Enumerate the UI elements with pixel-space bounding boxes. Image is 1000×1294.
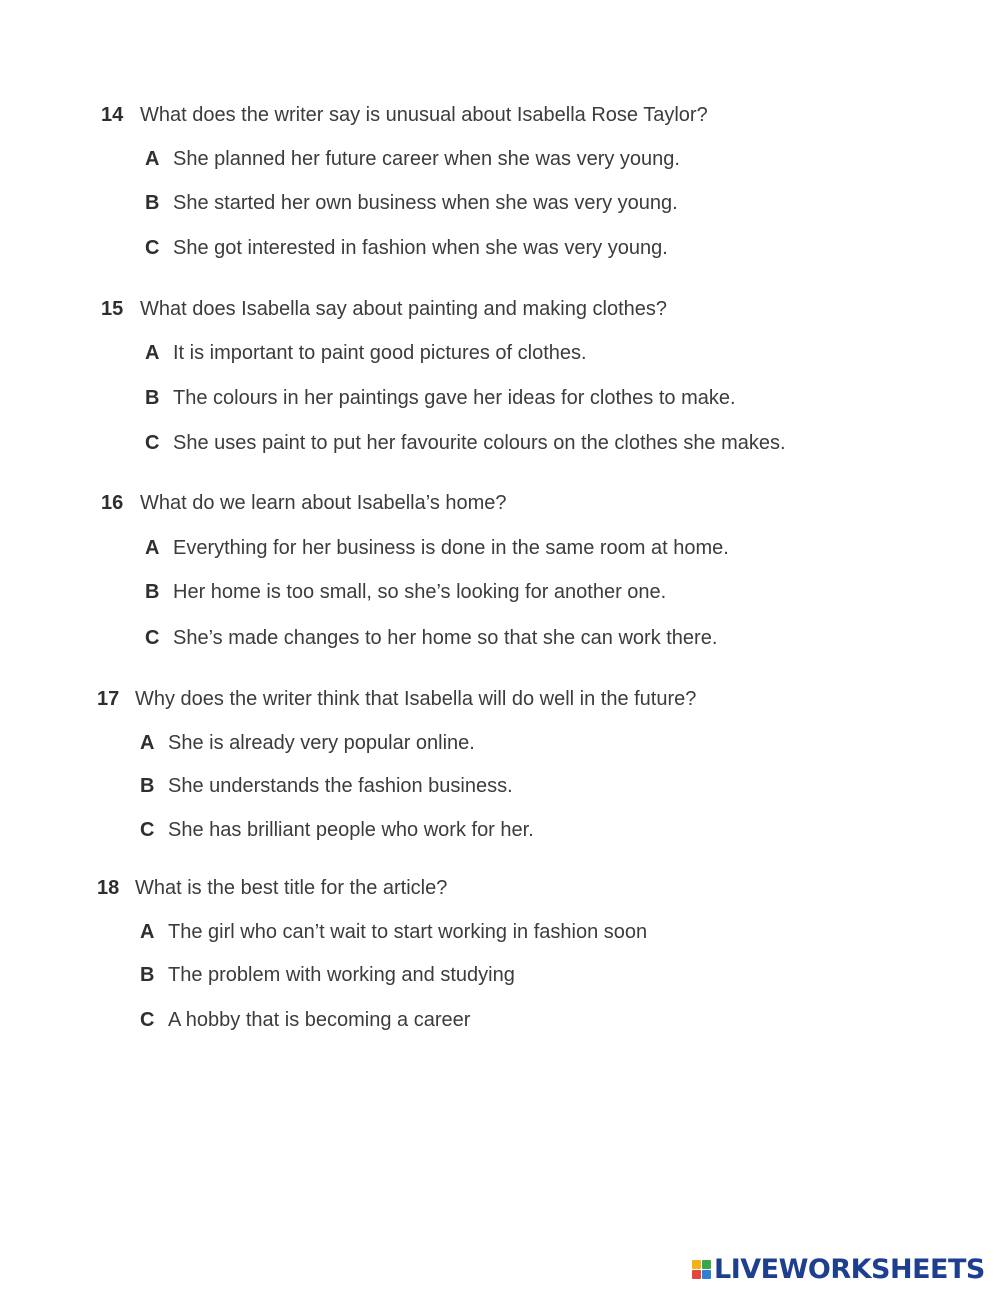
question-15 bbox=[101, 297, 667, 321]
option-18-a[interactable] bbox=[140, 920, 647, 944]
option-letter: A bbox=[145, 342, 160, 364]
option-letter: B bbox=[145, 581, 160, 603]
option-text: She got interested in fashion when she was very young. bbox=[173, 237, 668, 259]
option-18-c[interactable] bbox=[140, 1008, 470, 1032]
option-17-c[interactable] bbox=[140, 818, 534, 842]
option-letter: B bbox=[140, 964, 155, 986]
option-15-a[interactable] bbox=[145, 341, 587, 365]
option-15-b[interactable] bbox=[145, 386, 736, 410]
option-14-c[interactable] bbox=[145, 236, 668, 260]
question-number: 18 bbox=[97, 877, 120, 899]
option-text: Her home is too small, so she’s looking for another one. bbox=[173, 581, 667, 603]
question-14 bbox=[101, 103, 708, 127]
option-text: She understands the fashion business. bbox=[168, 775, 513, 797]
option-letter: A bbox=[140, 732, 155, 754]
option-text: It is important to paint good pictures of clothes. bbox=[173, 342, 587, 364]
option-15-c[interactable] bbox=[145, 431, 786, 455]
option-letter: A bbox=[145, 148, 160, 170]
logo-block bbox=[702, 1270, 711, 1279]
question-text: What does Isabella say about painting and making clothes? bbox=[140, 298, 668, 320]
option-text: She started her own business when she was very young. bbox=[173, 192, 678, 214]
option-16-c[interactable] bbox=[145, 626, 717, 650]
option-letter: C bbox=[140, 819, 155, 841]
option-text: She uses paint to put her favourite colours on the clothes she makes. bbox=[173, 432, 786, 454]
question-number: 16 bbox=[101, 492, 124, 514]
option-letter: C bbox=[145, 627, 160, 649]
option-14-a[interactable] bbox=[145, 147, 680, 171]
option-16-b[interactable] bbox=[145, 580, 666, 604]
option-17-b[interactable] bbox=[140, 774, 513, 798]
option-text: She’s made changes to her home so that she can work there. bbox=[173, 627, 718, 649]
option-text: The girl who can’t wait to start working in fashion soon bbox=[168, 921, 648, 943]
option-text: The colours in her paintings gave her ideas for clothes to make. bbox=[173, 387, 736, 409]
option-text: Everything for her business is done in the same room at home. bbox=[173, 537, 729, 559]
logo-block bbox=[692, 1270, 701, 1279]
option-text: She is already very popular online. bbox=[168, 732, 475, 754]
option-text: A hobby that is becoming a career bbox=[168, 1009, 471, 1031]
question-text: What is the best title for the article? bbox=[135, 877, 448, 899]
option-letter: B bbox=[140, 775, 155, 797]
question-number: 15 bbox=[101, 298, 124, 320]
option-letter: C bbox=[140, 1009, 155, 1031]
question-18 bbox=[97, 876, 447, 900]
question-16 bbox=[101, 491, 507, 515]
option-14-b[interactable] bbox=[145, 191, 678, 215]
option-letter: C bbox=[145, 432, 160, 454]
option-18-b[interactable] bbox=[140, 963, 515, 987]
question-text: What does the writer say is unusual about Isabella Rose Taylor? bbox=[140, 104, 708, 126]
logo-text: LIVEWORKSHEETS bbox=[714, 1253, 985, 1285]
option-letter: A bbox=[145, 537, 160, 559]
logo-block bbox=[702, 1260, 711, 1269]
question-number: 14 bbox=[101, 104, 124, 126]
question-text: What do we learn about Isabella’s home? bbox=[140, 492, 507, 514]
option-letter: B bbox=[145, 387, 160, 409]
logo-blocks-icon bbox=[692, 1260, 711, 1279]
question-text: Why does the writer think that Isabella will do well in the future? bbox=[135, 688, 697, 710]
option-letter: B bbox=[145, 192, 160, 214]
option-text: She has brilliant people who work for her. bbox=[168, 819, 534, 841]
question-number: 17 bbox=[97, 688, 120, 710]
option-16-a[interactable] bbox=[145, 536, 729, 560]
question-17 bbox=[97, 687, 696, 711]
option-17-a[interactable] bbox=[140, 731, 475, 755]
option-text: She planned her future career when she was very young. bbox=[173, 148, 680, 170]
option-text: The problem with working and studying bbox=[168, 964, 515, 986]
liveworksheets-logo bbox=[692, 1254, 985, 1284]
option-letter: A bbox=[140, 921, 155, 943]
logo-block bbox=[692, 1260, 701, 1269]
option-letter: C bbox=[145, 237, 160, 259]
